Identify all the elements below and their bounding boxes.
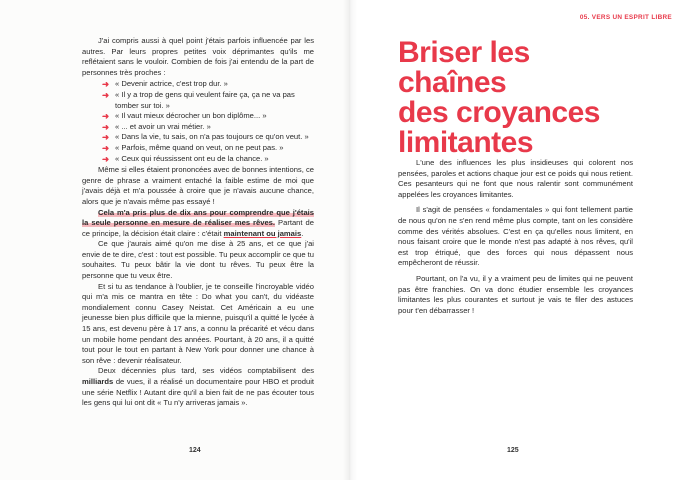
quote-list <box>82 79 314 164</box>
quote-item: ➜ « Il vaut mieux décrocher un bon diplôme... » <box>102 111 267 122</box>
quote-item: ➜ « Dans la vie, tu sais, on n'a pas toujours ce qu'on veut. » <box>102 132 309 143</box>
title-line: limitantes <box>398 126 534 159</box>
arrow-right-icon: ➜ <box>102 121 110 132</box>
page-number-left: 124 <box>189 447 201 454</box>
paragraph-1: J'ai compris aussi à quel point j'étais parfois influencée par les autres. Par leurs propres petites voix déprimantes qu'ils me reflétaient sans le vouloir. Combien de fois j'ai entendu de la part de personnes très proches : <box>82 36 314 77</box>
page-number-right: 125 <box>507 447 519 454</box>
running-header: 05. VERS UN ESPRIT LIBRE <box>579 14 672 21</box>
arrow-right-icon: ➜ <box>102 132 110 143</box>
right-body-text <box>398 158 633 321</box>
quote-item: ➜ « Devenir actrice, c'est trop dur. » <box>102 79 228 90</box>
paragraph-3: Cela m'a pris plus de dix ans pour comprendre que j'étais la seule personne en mesure de réaliser mes rêves. Partant de ce principe, la décision était claire : c'était maintenant ou jamais. <box>82 207 314 238</box>
paragraph-4: Ce que j'aurais aimé qu'on me dise à 25 ans, et ce que j'ai envie de te dire, c'est : tout est possible. Tu peux accomplir ce que tu souhaites. Tu peux bâtir la vie dont tu rêves. Tu peux être la personne que tu veux être. <box>82 239 314 281</box>
arrow-right-icon: ➜ <box>102 89 110 100</box>
left-body-text <box>82 36 314 409</box>
arrow-right-icon: ➜ <box>102 111 110 122</box>
arrow-right-icon: ➜ <box>102 142 110 153</box>
quote-item: ➜ « Il y a trop de gens qui veulent faire ça, ça ne va pas tomber sur toi. » <box>102 89 295 110</box>
paragraph: Pourtant, on l'a vu, il y a vraiment peu de limites qui ne peuvent pas être franchies. On va donc étudier ensemble les croyances limitantes les plus courantes et surtout je vais te filer des astuces pour t'en débarrasser ! <box>398 273 633 315</box>
paragraph-6: Deux décennies plus tard, ses vidéos comptabilisent des milliards de vues, il a réalisé un documentaire pour HBO et produit une série Netflix ! Autant dire qu'il a bien fait de ne pas écouter tous les gens qui lui ont dit « Tu n'y arriveras jamais ». <box>82 366 314 408</box>
book-gutter <box>343 0 357 480</box>
title-line: Briser les <box>398 36 530 69</box>
highlighted-sentence: Cela m'a pris plus de dix ans pour comprendre que j'étais la seule personne en mesure de réaliser mes rêves. <box>82 207 314 228</box>
chapter-title <box>398 38 688 158</box>
underlined-phrase: maintenant ou jamais <box>223 228 302 238</box>
paragraph-5: Et si tu as tendance à l'oublier, je te conseille l'incroyable vidéo qui m'a mis ce mantra en tête : Do what you can't, du vidéaste mondialement connu Casey Neistat. Cet Américain a eu une jeunesse bien plus difficile que la mienne, puisqu'il a quitté le lycée à 15 ans, est devenu père à 17 ans, a connu la précarité et vécu dans un mobile home pendant des années. Pourtant, à 20 ans, il a quitté tout pour le tout en partant à New York pour donner une chance à son rêve : devenir réalisateur. <box>82 281 314 365</box>
quote-item: ➜ « Ceux qui réussissent ont eu de la chance. » <box>102 153 269 164</box>
paragraph-2: Même si elles étaient prononcées avec de bonnes intentions, ce genre de phrase a vraiment entaché la faible estime de moi que j'avais déjà et m'a poussée à croire que je n'avais aucune chance, alors que je n'avais même pas essayé ! <box>82 165 314 206</box>
quote-item: ➜ « ... et avoir un vrai métier. » <box>102 121 211 132</box>
bold-word: milliards <box>82 377 114 386</box>
arrow-right-icon: ➜ <box>102 79 110 90</box>
title-line: chaînes <box>398 66 507 99</box>
arrow-right-icon: ➜ <box>102 153 110 164</box>
title-line: des croyances <box>398 96 600 129</box>
paragraph: L'une des influences les plus insidieuses qui colorent nos pensées, paroles et actions chaque jour est ce poids qui nous retient. Ces pesanteurs qui ne font que nous ralentir sont communément appelées les croyances limitantes. <box>398 158 633 199</box>
right-page <box>350 0 700 480</box>
quote-item: ➜ « Parfois, même quand on veut, on ne peut pas. » <box>102 142 284 153</box>
paragraph: Il s'agit de pensées « fondamentales » qui font tellement partie de nous qu'on ne s'en rend même plus compte, tant on les considère comme des vérités absolues. C'est en ça qu'elles nous limitent, en nous faisant croire que le monde n'est pas adapté à nos rêves, qu'il est trop étriqué, que des forces qui nous dépassent nous empêcheront de réussir. <box>398 205 633 268</box>
